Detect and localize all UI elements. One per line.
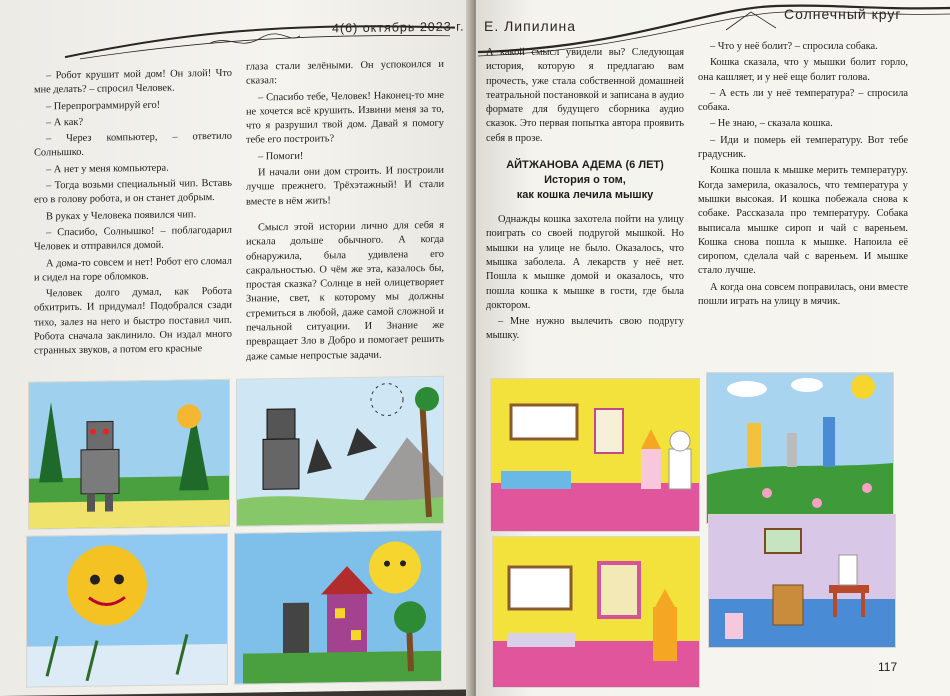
right-column-2 — [698, 40, 908, 311]
page-number: 117 — [878, 660, 898, 674]
left-column-1 — [34, 67, 232, 361]
left-page — [0, 0, 474, 696]
paragraph: глаза стали зелёными. Он успокоился и сказал: — [246, 58, 444, 87]
paragraph: Однажды кошка захотела пойти на улицу поиграть со своей подругой мышкой. Но мышки на улице не было. Оказалось, что мышка заболела. А лекарств у неё нет. Пошла к мышке домой и оказалось, что пошла кошка к мышке в гости, где была доктором. — [486, 214, 684, 311]
section-header: Солнечный круг — [784, 6, 902, 22]
paragraph: Человек долго думал, как Робота обхитрить. И придумал! Подобрался сзади тихо, залез на него и быстро поставил чип. Робота сначала заклинило. Он издал много странных звуков, а потом его красные — [34, 285, 232, 357]
story-title-line-1: История о том, — [544, 174, 626, 187]
drawing-sun-meadow — [26, 533, 228, 688]
paragraph: Кошка пошла к мышке мерить температуру. Когда замерила, оказалось, что температура у мышки высокая. И кошка побежала снова к собаке. Рассказала про температуру. Собака выписала мышке сироп и чай с вареньем. Кошка снова пошла к мышке. Напоила её сиропом, сделала чай с вареньем. И мышке стало лучше. — [698, 165, 908, 277]
paragraph: – Через компьютер, – ответило Солнышко. — [34, 130, 232, 160]
drawing-robot-forest — [28, 379, 230, 530]
paragraph: – А как? — [46, 116, 84, 129]
paragraph: Смысл этой истории лично для себя я искала дольше обычного. А когда обнаружила, была удивлена его сакральностью. О чём же эта, казалось бы, простая сказка? Солнце в ней олицетворяет Знание, свет, к которому мы должны стремиться в любой, даже самой сложной и печальной ситуации. И Знание же превращает Зло в Добро и помогает решить даже самые непростые задачи. — [246, 219, 444, 363]
paragraph: – Не знаю, – сказала кошка. — [710, 118, 833, 130]
right-column-1 — [486, 46, 684, 346]
paragraph: Кошка сказала, что у мышки болит горло, она кашляет, и у неё еще болит голова. — [698, 57, 908, 83]
right-page — [476, 0, 950, 696]
issue-header: 4(6) октябрь 2023 г. — [332, 19, 465, 36]
drawing-cat-room — [490, 378, 700, 532]
paragraph: А когда она совсем поправилась, они вместе пошли играть на улицу в мячик. — [698, 281, 908, 308]
paragraph: – Помоги! — [258, 150, 304, 163]
paragraph: – Спасибо тебе, Человек! Наконец-то мне не хочется всё крушить. Извини меня за то, что я разрушил твой дом. Давай я помогу тебе его построить? — [246, 89, 444, 147]
paragraph: – А нет у меня компьютера. — [46, 162, 169, 176]
author-header: Е. Липилина — [484, 18, 577, 34]
paragraph: – Мне нужно вылечить свою подругу мышку. — [486, 316, 684, 342]
drawing-meadow-friends — [706, 372, 894, 524]
paragraph: – Тогда возьми специальный чип. Вставь его в голову робота, и он станет добрым. — [34, 177, 232, 206]
paragraph: – Иди и померь ей температуру. Вот тебе градусник. — [698, 134, 908, 161]
paragraph: – Что у неё болит? – спросила собака. — [710, 41, 878, 52]
story-title-line-2: как кошка лечила мышку — [516, 189, 654, 202]
paragraph: – А есть ли у неё температура? – спросила собака. — [698, 87, 908, 114]
story-author: АЙТЖАНОВА АДЕМА (6 ЛЕТ) — [506, 159, 664, 172]
paragraph: – Спасибо, Солнышко! – поблагодарил Человек и отправился домой. — [34, 224, 232, 253]
left-column-2 — [246, 58, 444, 367]
paragraph: А какой смысл увидели вы? Следующая история, которую я предлагаю вам прочесть, уже стала собственной домашней театральной постановкой и записана в аудио формате для будущего сборника аудио сказок. Это первая попытка автора проявить себя в прозе. — [486, 47, 684, 144]
paragraph: – Перепрограммируй его! — [46, 99, 161, 112]
paragraph: А дома-то совсем и нет! Робот его сломал и сидел на горе обломков. — [34, 255, 232, 284]
drawing-cat-window — [492, 536, 700, 688]
paragraph: – Робот крушит мой дом! Он злой! Что мне делать? – спросил Человек. — [34, 67, 232, 96]
paragraph: В руках у Человека появился чип. — [46, 208, 197, 223]
drawing-doctor-room — [708, 514, 896, 648]
drawing-new-house — [234, 530, 442, 685]
drawing-robot-ruins — [236, 376, 444, 527]
paragraph: И начали они дом строить. И построили лучше прежнего. Трёхэтажный! И стали вместе в нём жить! — [246, 164, 444, 208]
